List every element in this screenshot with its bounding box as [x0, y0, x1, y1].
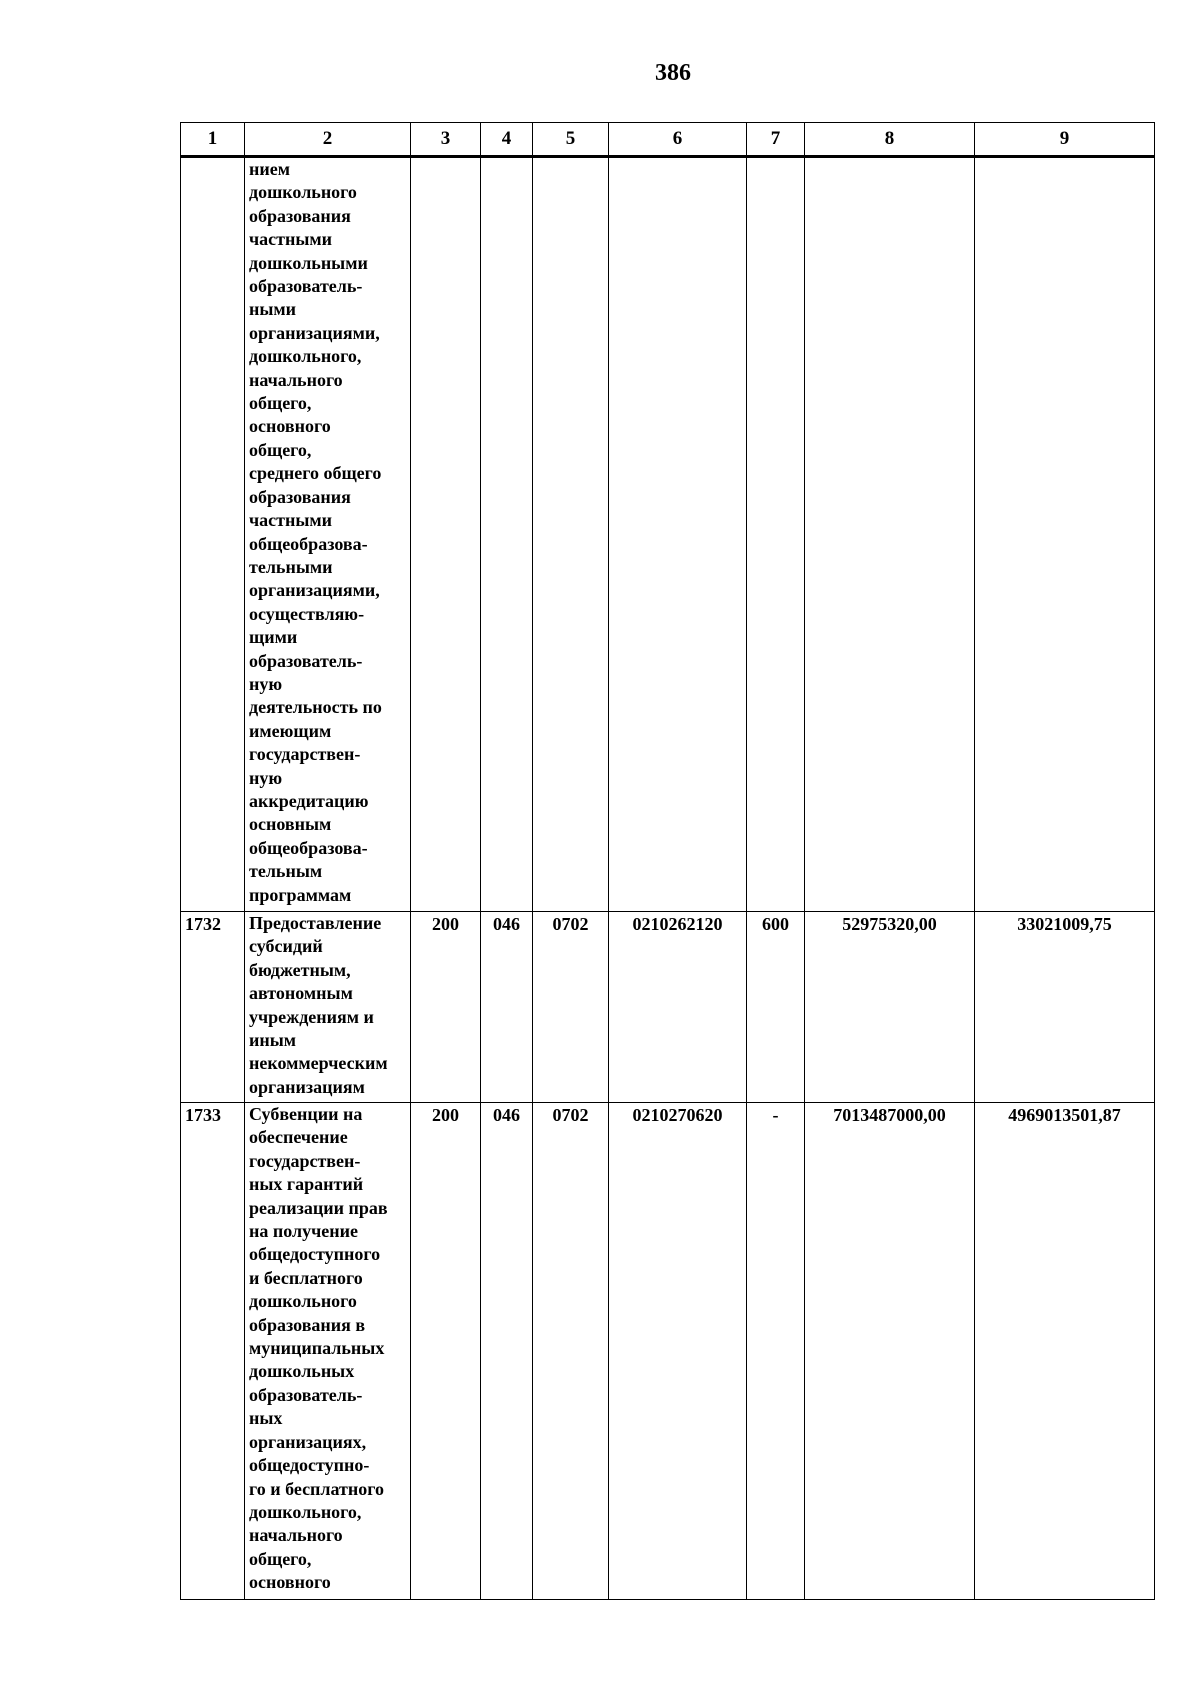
code-cell: -	[747, 1103, 805, 1600]
amount-cell: 33021009,75	[975, 912, 1155, 1103]
row-number-cell: 1733	[181, 1103, 245, 1600]
code-cell	[411, 157, 481, 912]
column-header: 8	[805, 123, 975, 157]
code-cell: 200	[411, 1103, 481, 1600]
row-number-cell: 1732	[181, 912, 245, 1103]
description-cell: Предоставление субсидий бюджетным, автономным учреждениям и иным некоммерческим организациям	[245, 912, 411, 1103]
amount-cell: 4969013501,87	[975, 1103, 1155, 1600]
code-cell: 0210270620	[609, 1103, 747, 1600]
code-cell: 200	[411, 912, 481, 1103]
code-cell: 0702	[533, 1103, 609, 1600]
code-cell: 600	[747, 912, 805, 1103]
budget-table	[180, 122, 1155, 1600]
code-cell: 046	[481, 912, 533, 1103]
description-cell: Субвенции на обеспечение государствен- ных гарантий реализации прав на получение общедоступного и бесплатного дошкольного образования в муниципальных дошкольных образователь- ных организациях, общедоступно- го и бесплатного дошкольного, начального общего, основного	[245, 1103, 411, 1600]
column-header: 5	[533, 123, 609, 157]
row-number-cell	[181, 157, 245, 912]
code-cell	[609, 157, 747, 912]
amount-cell: 7013487000,00	[805, 1103, 975, 1600]
column-header: 9	[975, 123, 1155, 157]
amount-cell: 52975320,00	[805, 912, 975, 1103]
code-cell	[481, 157, 533, 912]
table-header-row	[181, 123, 1155, 157]
code-cell: 0702	[533, 912, 609, 1103]
column-header: 3	[411, 123, 481, 157]
page-number: 386	[655, 60, 691, 86]
amount-cell	[975, 157, 1155, 912]
code-cell	[747, 157, 805, 912]
table-row	[181, 912, 1155, 1103]
column-header: 7	[747, 123, 805, 157]
code-cell: 0210262120	[609, 912, 747, 1103]
table-row	[181, 157, 1155, 912]
description-cell: нием дошкольного образования частными дошкольными образователь- ными организациями, дошкольного, начального общего, основного общего, среднего общего образования частными общеобразова- тельными организациями, осуществляю- щими образователь- ную деятельность по имеющим государствен- ную аккредитацию основным общеобразова- тельным программам	[245, 157, 411, 912]
column-header: 2	[245, 123, 411, 157]
code-cell	[533, 157, 609, 912]
column-header: 1	[181, 123, 245, 157]
code-cell: 046	[481, 1103, 533, 1600]
column-header: 6	[609, 123, 747, 157]
amount-cell	[805, 157, 975, 912]
table-row	[181, 1103, 1155, 1600]
column-header: 4	[481, 123, 533, 157]
